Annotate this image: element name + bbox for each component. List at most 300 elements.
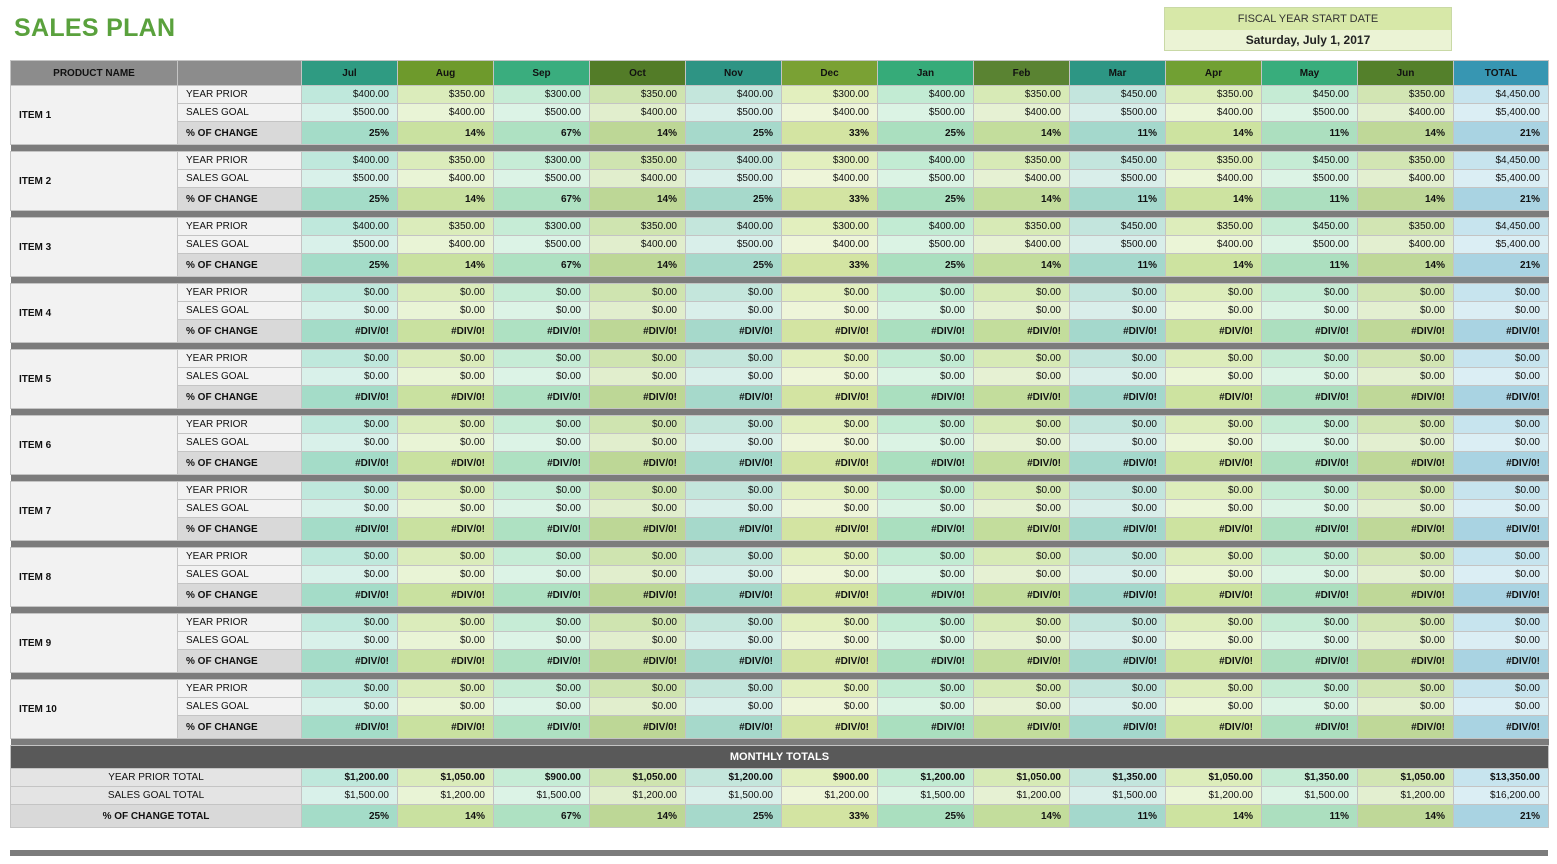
- value-cell[interactable]: $0.00: [398, 566, 494, 584]
- value-cell[interactable]: $0.00: [1454, 284, 1549, 302]
- value-cell[interactable]: $0.00: [1262, 434, 1358, 452]
- value-cell[interactable]: $0.00: [590, 680, 686, 698]
- value-cell[interactable]: $0.00: [398, 698, 494, 716]
- value-cell[interactable]: #DIV/0!: [590, 452, 686, 475]
- value-cell[interactable]: #DIV/0!: [1166, 320, 1262, 343]
- value-cell[interactable]: #DIV/0!: [782, 452, 878, 475]
- value-cell[interactable]: $500.00: [494, 104, 590, 122]
- fiscal-year-start-date[interactable]: Saturday, July 1, 2017: [1165, 30, 1451, 50]
- value-cell[interactable]: $0.00: [1070, 548, 1166, 566]
- value-cell[interactable]: #DIV/0!: [494, 452, 590, 475]
- value-cell[interactable]: $0.00: [1358, 434, 1454, 452]
- value-cell[interactable]: $450.00: [1070, 86, 1166, 104]
- value-cell[interactable]: $400.00: [686, 152, 782, 170]
- value-cell[interactable]: 11%: [1070, 122, 1166, 145]
- value-cell[interactable]: $350.00: [590, 152, 686, 170]
- value-cell[interactable]: $300.00: [494, 218, 590, 236]
- value-cell[interactable]: $400.00: [590, 170, 686, 188]
- value-cell[interactable]: $0.00: [398, 500, 494, 518]
- item-name-cell[interactable]: ITEM 4: [11, 284, 178, 343]
- value-cell[interactable]: 14%: [398, 805, 494, 828]
- value-cell[interactable]: $0.00: [398, 416, 494, 434]
- value-cell[interactable]: $1,050.00: [1358, 769, 1454, 787]
- value-cell[interactable]: $0.00: [782, 482, 878, 500]
- value-cell[interactable]: $16,200.00: [1454, 787, 1549, 805]
- value-cell[interactable]: 25%: [302, 254, 398, 277]
- value-cell[interactable]: $0.00: [1454, 548, 1549, 566]
- value-cell[interactable]: #DIV/0!: [494, 386, 590, 409]
- value-cell[interactable]: $0.00: [878, 614, 974, 632]
- value-cell[interactable]: $0.00: [494, 302, 590, 320]
- value-cell[interactable]: #DIV/0!: [590, 716, 686, 739]
- value-cell[interactable]: $450.00: [1070, 152, 1166, 170]
- value-cell[interactable]: $500.00: [686, 170, 782, 188]
- value-cell[interactable]: 14%: [398, 254, 494, 277]
- value-cell[interactable]: #DIV/0!: [398, 386, 494, 409]
- value-cell[interactable]: $0.00: [1166, 500, 1262, 518]
- value-cell[interactable]: 14%: [1358, 188, 1454, 211]
- value-cell[interactable]: $0.00: [974, 434, 1070, 452]
- value-cell[interactable]: $0.00: [1358, 614, 1454, 632]
- value-cell[interactable]: 14%: [590, 805, 686, 828]
- value-cell[interactable]: #DIV/0!: [1166, 452, 1262, 475]
- value-cell[interactable]: #DIV/0!: [686, 518, 782, 541]
- value-cell[interactable]: 33%: [782, 805, 878, 828]
- value-cell[interactable]: $0.00: [782, 368, 878, 386]
- value-cell[interactable]: $500.00: [878, 104, 974, 122]
- value-cell[interactable]: $0.00: [398, 482, 494, 500]
- value-cell[interactable]: $400.00: [1358, 104, 1454, 122]
- value-cell[interactable]: $400.00: [686, 218, 782, 236]
- value-cell[interactable]: 11%: [1262, 805, 1358, 828]
- value-cell[interactable]: $0.00: [494, 566, 590, 584]
- value-cell[interactable]: #DIV/0!: [302, 452, 398, 475]
- item-name-cell[interactable]: ITEM 10: [11, 680, 178, 739]
- value-cell[interactable]: $1,500.00: [878, 787, 974, 805]
- value-cell[interactable]: $0.00: [1070, 434, 1166, 452]
- value-cell[interactable]: $300.00: [782, 152, 878, 170]
- value-cell[interactable]: #DIV/0!: [590, 584, 686, 607]
- value-cell[interactable]: #DIV/0!: [1262, 320, 1358, 343]
- value-cell[interactable]: $1,200.00: [590, 787, 686, 805]
- item-name-cell[interactable]: ITEM 9: [11, 614, 178, 673]
- value-cell[interactable]: $0.00: [398, 302, 494, 320]
- value-cell[interactable]: $350.00: [1358, 218, 1454, 236]
- value-cell[interactable]: $0.00: [494, 548, 590, 566]
- value-cell[interactable]: $400.00: [974, 104, 1070, 122]
- value-cell[interactable]: $0.00: [974, 566, 1070, 584]
- value-cell[interactable]: $0.00: [1166, 566, 1262, 584]
- value-cell[interactable]: $400.00: [686, 86, 782, 104]
- value-cell[interactable]: 14%: [974, 188, 1070, 211]
- value-cell[interactable]: $500.00: [302, 236, 398, 254]
- value-cell[interactable]: $0.00: [974, 284, 1070, 302]
- value-cell[interactable]: $0.00: [494, 698, 590, 716]
- value-cell[interactable]: $0.00: [686, 302, 782, 320]
- value-cell[interactable]: $1,050.00: [590, 769, 686, 787]
- value-cell[interactable]: $0.00: [1070, 500, 1166, 518]
- value-cell[interactable]: $0.00: [878, 368, 974, 386]
- value-cell[interactable]: #DIV/0!: [878, 584, 974, 607]
- value-cell[interactable]: $400.00: [590, 236, 686, 254]
- value-cell[interactable]: $0.00: [974, 680, 1070, 698]
- value-cell[interactable]: #DIV/0!: [398, 716, 494, 739]
- value-cell[interactable]: $0.00: [782, 500, 878, 518]
- value-cell[interactable]: $0.00: [398, 284, 494, 302]
- value-cell[interactable]: $0.00: [782, 680, 878, 698]
- value-cell[interactable]: #DIV/0!: [878, 386, 974, 409]
- value-cell[interactable]: $400.00: [302, 218, 398, 236]
- value-cell[interactable]: #DIV/0!: [878, 650, 974, 673]
- value-cell[interactable]: #DIV/0!: [1262, 386, 1358, 409]
- value-cell[interactable]: #DIV/0!: [974, 650, 1070, 673]
- value-cell[interactable]: $0.00: [398, 548, 494, 566]
- value-cell[interactable]: $0.00: [974, 416, 1070, 434]
- value-cell[interactable]: 21%: [1454, 254, 1549, 277]
- value-cell[interactable]: $0.00: [1070, 350, 1166, 368]
- value-cell[interactable]: 67%: [494, 805, 590, 828]
- value-cell[interactable]: $300.00: [782, 86, 878, 104]
- value-cell[interactable]: $0.00: [398, 434, 494, 452]
- value-cell[interactable]: $0.00: [1454, 350, 1549, 368]
- value-cell[interactable]: $0.00: [1070, 698, 1166, 716]
- value-cell[interactable]: 14%: [590, 188, 686, 211]
- value-cell[interactable]: 33%: [782, 254, 878, 277]
- value-cell[interactable]: $0.00: [1070, 566, 1166, 584]
- value-cell[interactable]: $0.00: [302, 434, 398, 452]
- value-cell[interactable]: $0.00: [878, 482, 974, 500]
- value-cell[interactable]: $400.00: [782, 236, 878, 254]
- value-cell[interactable]: $0.00: [302, 566, 398, 584]
- value-cell[interactable]: $0.00: [494, 434, 590, 452]
- value-cell[interactable]: #DIV/0!: [1166, 584, 1262, 607]
- value-cell[interactable]: $0.00: [1166, 302, 1262, 320]
- value-cell[interactable]: #DIV/0!: [590, 650, 686, 673]
- value-cell[interactable]: #DIV/0!: [1262, 716, 1358, 739]
- item-name-cell[interactable]: ITEM 1: [11, 86, 178, 145]
- item-name-cell[interactable]: ITEM 6: [11, 416, 178, 475]
- value-cell[interactable]: $500.00: [302, 104, 398, 122]
- value-cell[interactable]: #DIV/0!: [878, 452, 974, 475]
- value-cell[interactable]: 14%: [974, 122, 1070, 145]
- value-cell[interactable]: #DIV/0!: [974, 584, 1070, 607]
- value-cell[interactable]: $500.00: [302, 170, 398, 188]
- value-cell[interactable]: $400.00: [398, 104, 494, 122]
- value-cell[interactable]: $0.00: [974, 548, 1070, 566]
- value-cell[interactable]: #DIV/0!: [494, 320, 590, 343]
- value-cell[interactable]: $0.00: [1166, 434, 1262, 452]
- value-cell[interactable]: $0.00: [302, 680, 398, 698]
- value-cell[interactable]: $450.00: [1262, 152, 1358, 170]
- value-cell[interactable]: $0.00: [494, 416, 590, 434]
- value-cell[interactable]: 25%: [878, 122, 974, 145]
- value-cell[interactable]: $350.00: [1166, 218, 1262, 236]
- value-cell[interactable]: $350.00: [398, 152, 494, 170]
- value-cell[interactable]: $0.00: [302, 548, 398, 566]
- value-cell[interactable]: $0.00: [1166, 632, 1262, 650]
- value-cell[interactable]: $0.00: [686, 350, 782, 368]
- value-cell[interactable]: 25%: [878, 805, 974, 828]
- value-cell[interactable]: $0.00: [1454, 482, 1549, 500]
- value-cell[interactable]: $0.00: [302, 698, 398, 716]
- value-cell[interactable]: $5,400.00: [1454, 236, 1549, 254]
- value-cell[interactable]: $0.00: [1454, 614, 1549, 632]
- value-cell[interactable]: #DIV/0!: [302, 518, 398, 541]
- value-cell[interactable]: $0.00: [302, 416, 398, 434]
- value-cell[interactable]: 11%: [1262, 188, 1358, 211]
- value-cell[interactable]: $500.00: [1262, 170, 1358, 188]
- value-cell[interactable]: #DIV/0!: [398, 518, 494, 541]
- value-cell[interactable]: #DIV/0!: [1166, 650, 1262, 673]
- value-cell[interactable]: 21%: [1454, 805, 1549, 828]
- value-cell[interactable]: $0.00: [1070, 680, 1166, 698]
- value-cell[interactable]: $0.00: [1166, 680, 1262, 698]
- value-cell[interactable]: 14%: [1358, 254, 1454, 277]
- value-cell[interactable]: #DIV/0!: [302, 716, 398, 739]
- value-cell[interactable]: $0.00: [686, 416, 782, 434]
- value-cell[interactable]: $350.00: [590, 86, 686, 104]
- value-cell[interactable]: #DIV/0!: [590, 320, 686, 343]
- value-cell[interactable]: #DIV/0!: [1070, 716, 1166, 739]
- value-cell[interactable]: 14%: [1358, 805, 1454, 828]
- value-cell[interactable]: $0.00: [782, 632, 878, 650]
- value-cell[interactable]: $0.00: [302, 350, 398, 368]
- value-cell[interactable]: $0.00: [1070, 302, 1166, 320]
- value-cell[interactable]: $0.00: [974, 482, 1070, 500]
- value-cell[interactable]: #DIV/0!: [1454, 650, 1549, 673]
- value-cell[interactable]: $0.00: [1358, 368, 1454, 386]
- value-cell[interactable]: $350.00: [1358, 152, 1454, 170]
- value-cell[interactable]: $0.00: [1166, 482, 1262, 500]
- value-cell[interactable]: 21%: [1454, 122, 1549, 145]
- value-cell[interactable]: #DIV/0!: [1166, 518, 1262, 541]
- value-cell[interactable]: $1,200.00: [878, 769, 974, 787]
- value-cell[interactable]: $500.00: [878, 170, 974, 188]
- value-cell[interactable]: 11%: [1070, 188, 1166, 211]
- value-cell[interactable]: $400.00: [878, 86, 974, 104]
- value-cell[interactable]: $0.00: [1358, 500, 1454, 518]
- value-cell[interactable]: $350.00: [974, 218, 1070, 236]
- value-cell[interactable]: $400.00: [302, 86, 398, 104]
- value-cell[interactable]: #DIV/0!: [782, 716, 878, 739]
- value-cell[interactable]: $0.00: [1454, 680, 1549, 698]
- value-cell[interactable]: $0.00: [686, 482, 782, 500]
- value-cell[interactable]: $0.00: [1454, 416, 1549, 434]
- value-cell[interactable]: $0.00: [1358, 350, 1454, 368]
- value-cell[interactable]: 14%: [1166, 122, 1262, 145]
- value-cell[interactable]: 67%: [494, 122, 590, 145]
- value-cell[interactable]: $0.00: [398, 350, 494, 368]
- value-cell[interactable]: #DIV/0!: [1070, 518, 1166, 541]
- value-cell[interactable]: #DIV/0!: [398, 452, 494, 475]
- value-cell[interactable]: #DIV/0!: [782, 518, 878, 541]
- value-cell[interactable]: $0.00: [590, 350, 686, 368]
- value-cell[interactable]: $0.00: [974, 350, 1070, 368]
- value-cell[interactable]: $0.00: [1262, 416, 1358, 434]
- value-cell[interactable]: #DIV/0!: [494, 518, 590, 541]
- value-cell[interactable]: $300.00: [494, 86, 590, 104]
- value-cell[interactable]: 14%: [590, 254, 686, 277]
- value-cell[interactable]: $0.00: [398, 632, 494, 650]
- value-cell[interactable]: $500.00: [686, 104, 782, 122]
- value-cell[interactable]: $0.00: [1262, 548, 1358, 566]
- value-cell[interactable]: $0.00: [398, 368, 494, 386]
- value-cell[interactable]: $0.00: [782, 416, 878, 434]
- item-name-cell[interactable]: ITEM 8: [11, 548, 178, 607]
- value-cell[interactable]: #DIV/0!: [1454, 386, 1549, 409]
- value-cell[interactable]: 14%: [398, 188, 494, 211]
- value-cell[interactable]: 11%: [1262, 254, 1358, 277]
- value-cell[interactable]: $0.00: [878, 698, 974, 716]
- value-cell[interactable]: #DIV/0!: [1454, 584, 1549, 607]
- value-cell[interactable]: $0.00: [782, 614, 878, 632]
- value-cell[interactable]: $0.00: [302, 368, 398, 386]
- value-cell[interactable]: $0.00: [878, 302, 974, 320]
- value-cell[interactable]: 14%: [1166, 254, 1262, 277]
- value-cell[interactable]: $0.00: [782, 548, 878, 566]
- value-cell[interactable]: 25%: [686, 805, 782, 828]
- value-cell[interactable]: $0.00: [590, 614, 686, 632]
- value-cell[interactable]: $0.00: [974, 632, 1070, 650]
- value-cell[interactable]: 14%: [1166, 188, 1262, 211]
- value-cell[interactable]: $13,350.00: [1454, 769, 1549, 787]
- value-cell[interactable]: $1,050.00: [398, 769, 494, 787]
- value-cell[interactable]: $0.00: [590, 302, 686, 320]
- value-cell[interactable]: $900.00: [494, 769, 590, 787]
- value-cell[interactable]: #DIV/0!: [1070, 452, 1166, 475]
- value-cell[interactable]: $0.00: [686, 434, 782, 452]
- value-cell[interactable]: $500.00: [1262, 104, 1358, 122]
- value-cell[interactable]: $0.00: [494, 680, 590, 698]
- value-cell[interactable]: $0.00: [302, 614, 398, 632]
- value-cell[interactable]: #DIV/0!: [686, 584, 782, 607]
- value-cell[interactable]: 33%: [782, 188, 878, 211]
- value-cell[interactable]: $1,200.00: [1166, 787, 1262, 805]
- value-cell[interactable]: #DIV/0!: [1358, 716, 1454, 739]
- value-cell[interactable]: $5,400.00: [1454, 104, 1549, 122]
- value-cell[interactable]: 11%: [1070, 254, 1166, 277]
- value-cell[interactable]: $0.00: [590, 368, 686, 386]
- value-cell[interactable]: #DIV/0!: [686, 716, 782, 739]
- value-cell[interactable]: #DIV/0!: [1358, 650, 1454, 673]
- value-cell[interactable]: $400.00: [1358, 170, 1454, 188]
- value-cell[interactable]: $1,500.00: [1070, 787, 1166, 805]
- value-cell[interactable]: $0.00: [1358, 482, 1454, 500]
- value-cell[interactable]: 25%: [302, 188, 398, 211]
- value-cell[interactable]: $4,450.00: [1454, 86, 1549, 104]
- value-cell[interactable]: $0.00: [1358, 566, 1454, 584]
- value-cell[interactable]: $1,350.00: [1070, 769, 1166, 787]
- value-cell[interactable]: $1,200.00: [398, 787, 494, 805]
- value-cell[interactable]: $0.00: [398, 614, 494, 632]
- value-cell[interactable]: #DIV/0!: [302, 320, 398, 343]
- value-cell[interactable]: $0.00: [590, 416, 686, 434]
- value-cell[interactable]: $0.00: [878, 548, 974, 566]
- value-cell[interactable]: $0.00: [1262, 302, 1358, 320]
- item-name-cell[interactable]: ITEM 5: [11, 350, 178, 409]
- item-name-cell[interactable]: ITEM 2: [11, 152, 178, 211]
- value-cell[interactable]: 21%: [1454, 188, 1549, 211]
- value-cell[interactable]: $400.00: [878, 218, 974, 236]
- value-cell[interactable]: $1,350.00: [1262, 769, 1358, 787]
- value-cell[interactable]: $1,200.00: [974, 787, 1070, 805]
- value-cell[interactable]: $0.00: [686, 284, 782, 302]
- value-cell[interactable]: $400.00: [1166, 104, 1262, 122]
- value-cell[interactable]: #DIV/0!: [494, 584, 590, 607]
- value-cell[interactable]: $0.00: [878, 500, 974, 518]
- value-cell[interactable]: $0.00: [1358, 302, 1454, 320]
- value-cell[interactable]: $0.00: [974, 500, 1070, 518]
- value-cell[interactable]: $0.00: [494, 368, 590, 386]
- value-cell[interactable]: $500.00: [1262, 236, 1358, 254]
- value-cell[interactable]: #DIV/0!: [782, 386, 878, 409]
- value-cell[interactable]: #DIV/0!: [878, 320, 974, 343]
- value-cell[interactable]: $0.00: [782, 566, 878, 584]
- value-cell[interactable]: 14%: [590, 122, 686, 145]
- value-cell[interactable]: $0.00: [302, 632, 398, 650]
- value-cell[interactable]: $1,500.00: [686, 787, 782, 805]
- value-cell[interactable]: $500.00: [494, 170, 590, 188]
- value-cell[interactable]: #DIV/0!: [1166, 386, 1262, 409]
- value-cell[interactable]: $0.00: [878, 566, 974, 584]
- value-cell[interactable]: $350.00: [590, 218, 686, 236]
- value-cell[interactable]: $0.00: [1166, 416, 1262, 434]
- value-cell[interactable]: $0.00: [686, 500, 782, 518]
- value-cell[interactable]: $0.00: [974, 368, 1070, 386]
- value-cell[interactable]: $1,500.00: [1262, 787, 1358, 805]
- value-cell[interactable]: 25%: [878, 188, 974, 211]
- item-name-cell[interactable]: ITEM 7: [11, 482, 178, 541]
- value-cell[interactable]: $0.00: [1262, 614, 1358, 632]
- value-cell[interactable]: $400.00: [398, 170, 494, 188]
- value-cell[interactable]: $0.00: [1262, 350, 1358, 368]
- value-cell[interactable]: $0.00: [590, 482, 686, 500]
- value-cell[interactable]: #DIV/0!: [1358, 452, 1454, 475]
- value-cell[interactable]: #DIV/0!: [1262, 650, 1358, 673]
- value-cell[interactable]: 25%: [302, 122, 398, 145]
- value-cell[interactable]: $400.00: [782, 170, 878, 188]
- value-cell[interactable]: #DIV/0!: [1454, 452, 1549, 475]
- value-cell[interactable]: $0.00: [494, 284, 590, 302]
- value-cell[interactable]: $5,400.00: [1454, 170, 1549, 188]
- value-cell[interactable]: #DIV/0!: [1358, 518, 1454, 541]
- value-cell[interactable]: $0.00: [1262, 632, 1358, 650]
- value-cell[interactable]: #DIV/0!: [1070, 386, 1166, 409]
- value-cell[interactable]: $0.00: [974, 302, 1070, 320]
- value-cell[interactable]: $0.00: [590, 500, 686, 518]
- value-cell[interactable]: $0.00: [1070, 482, 1166, 500]
- value-cell[interactable]: 14%: [974, 254, 1070, 277]
- value-cell[interactable]: $0.00: [1454, 566, 1549, 584]
- value-cell[interactable]: #DIV/0!: [590, 518, 686, 541]
- value-cell[interactable]: 14%: [1358, 122, 1454, 145]
- value-cell[interactable]: #DIV/0!: [782, 650, 878, 673]
- value-cell[interactable]: $0.00: [1454, 368, 1549, 386]
- value-cell[interactable]: $0.00: [686, 368, 782, 386]
- value-cell[interactable]: #DIV/0!: [686, 650, 782, 673]
- value-cell[interactable]: #DIV/0!: [974, 386, 1070, 409]
- value-cell[interactable]: #DIV/0!: [302, 584, 398, 607]
- value-cell[interactable]: $0.00: [686, 680, 782, 698]
- value-cell[interactable]: #DIV/0!: [878, 716, 974, 739]
- value-cell[interactable]: 11%: [1070, 805, 1166, 828]
- value-cell[interactable]: $0.00: [1070, 614, 1166, 632]
- value-cell[interactable]: #DIV/0!: [1454, 320, 1549, 343]
- value-cell[interactable]: $0.00: [590, 548, 686, 566]
- value-cell[interactable]: #DIV/0!: [686, 452, 782, 475]
- value-cell[interactable]: $400.00: [590, 104, 686, 122]
- value-cell[interactable]: $1,200.00: [686, 769, 782, 787]
